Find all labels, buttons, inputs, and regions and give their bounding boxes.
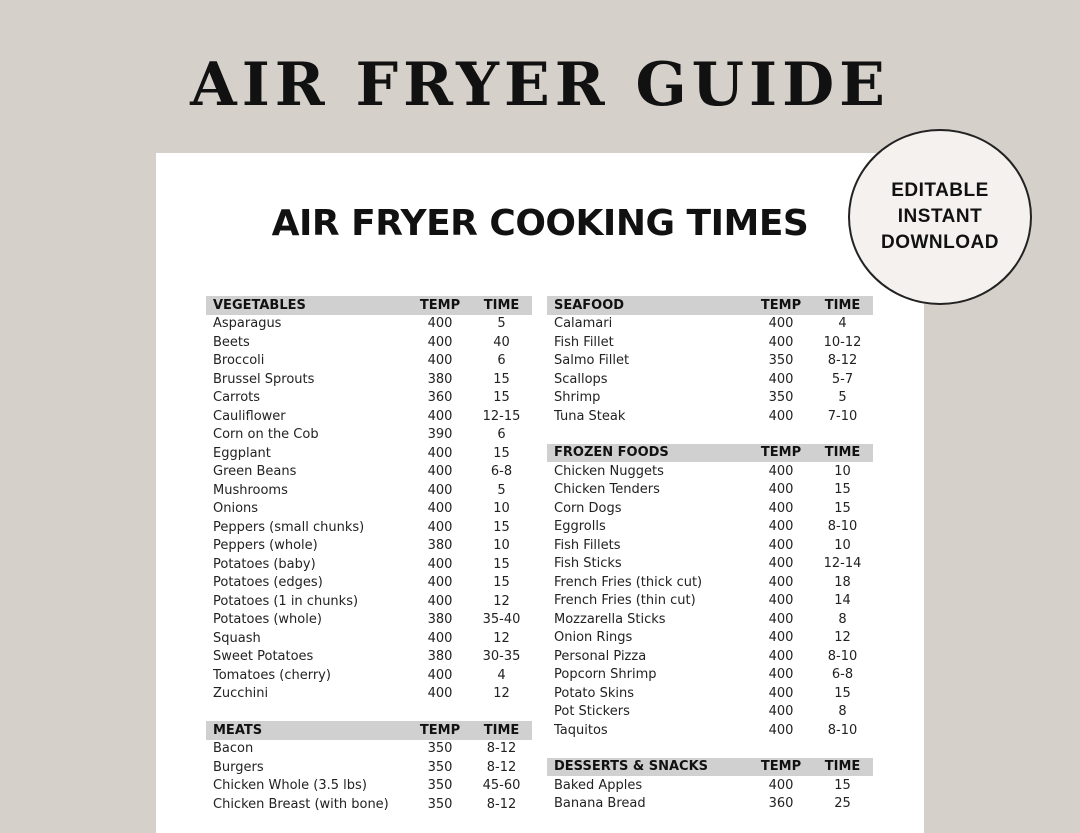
cell-temp: 400: [768, 722, 794, 738]
cell-time: 10: [493, 538, 510, 554]
cell-item: Calamari: [554, 316, 613, 332]
cell-temp: 400: [768, 611, 794, 627]
cell-temp: 400: [768, 334, 794, 350]
table-header-row: [547, 758, 873, 777]
cell-temp: TEMP: [760, 445, 802, 461]
cell-item: SEAFOOD: [554, 297, 625, 313]
cell-temp: 400: [427, 556, 453, 572]
cell-time: 15: [834, 500, 851, 516]
cell-time: 15: [493, 371, 510, 387]
cell-temp: 400: [427, 408, 453, 424]
cell-time: 12: [493, 630, 510, 646]
cell-time: 5: [497, 482, 506, 498]
banner-title: AIR FRYER GUIDE: [190, 50, 890, 120]
cell-item: Squash: [213, 630, 261, 646]
cell-item: Asparagus: [213, 316, 282, 332]
cell-temp: 400: [768, 500, 794, 516]
table-row: [547, 481, 873, 500]
cell-item: Sweet Potatoes: [213, 649, 314, 665]
cell-item: Burgers: [213, 759, 264, 775]
cell-time: 15: [493, 390, 510, 406]
cell-time: 45-60: [482, 778, 521, 794]
cell-time: 18: [834, 574, 851, 590]
cell-time: 10: [493, 501, 510, 517]
cell-temp: 380: [427, 538, 453, 554]
cell-time: 8: [838, 704, 847, 720]
table-row: [206, 629, 532, 648]
cell-temp: 400: [768, 685, 794, 701]
cell-item: Fish Fillets: [554, 537, 621, 553]
table-row: [206, 389, 532, 408]
cell-item: Shrimp: [554, 390, 601, 406]
cell-item: Peppers (whole): [213, 538, 318, 554]
cell-item: Corn Dogs: [554, 500, 622, 516]
cell-temp: 400: [427, 630, 453, 646]
table-row: [547, 499, 873, 518]
cell-item: Mushrooms: [213, 482, 288, 498]
cell-temp: 400: [768, 519, 794, 535]
cell-time: TIME: [483, 722, 520, 738]
cell-temp: 400: [427, 686, 453, 702]
cell-item: Green Beans: [213, 464, 297, 480]
table-row: [547, 333, 873, 352]
cell-time: 7-10: [827, 408, 858, 424]
table-section: [206, 296, 532, 703]
cell-item: Tomatoes (cherry): [213, 667, 331, 683]
cell-time: 8: [838, 611, 847, 627]
cell-item: Potatoes (baby): [213, 556, 316, 572]
table-row: [206, 463, 532, 482]
cell-item: Salmo Fillet: [554, 353, 630, 369]
table-row: [547, 407, 873, 426]
cell-time: 4: [838, 316, 847, 332]
cell-item: Chicken Nuggets: [554, 463, 664, 479]
table-row: [547, 684, 873, 703]
table-row: [206, 758, 532, 777]
cell-item: Bacon: [213, 741, 254, 757]
cell-time: 5: [838, 390, 847, 406]
sheet-title: AIR FRYER COOKING TIMES: [271, 203, 809, 244]
cell-item: Tuna Steak: [554, 408, 626, 424]
cell-temp: 400: [768, 316, 794, 332]
cell-item: Scallops: [554, 371, 608, 387]
table-row: [206, 611, 532, 630]
cell-time: TIME: [824, 759, 861, 775]
table-row: [206, 648, 532, 667]
cell-time: 30-35: [482, 649, 521, 665]
cell-time: 10-12: [823, 334, 862, 350]
cell-time: 40: [493, 334, 510, 350]
table-section: [547, 444, 873, 740]
cell-temp: 360: [427, 390, 453, 406]
table-row: [547, 592, 873, 611]
cooking-times-sheet: [156, 153, 924, 833]
cell-temp: 400: [768, 593, 794, 609]
table-row: [206, 444, 532, 463]
cell-time: 15: [493, 445, 510, 461]
table-section: [547, 758, 873, 814]
cell-time: 14: [834, 593, 851, 609]
table-row: [547, 536, 873, 555]
table-row: [547, 462, 873, 481]
table-row: [547, 370, 873, 389]
cell-time: 10: [834, 463, 851, 479]
cell-time: 35-40: [482, 612, 521, 628]
cell-item: Broccoli: [213, 353, 265, 369]
cell-time: 15: [834, 482, 851, 498]
cell-temp: 400: [768, 648, 794, 664]
table-row: [206, 777, 532, 796]
table-row: [547, 573, 873, 592]
cell-temp: 400: [427, 667, 453, 683]
table-row: [547, 315, 873, 334]
cell-time: TIME: [824, 297, 861, 313]
cell-item: Peppers (small chunks): [213, 519, 365, 535]
cell-item: Brussel Sprouts: [213, 371, 315, 387]
cell-temp: 400: [427, 501, 453, 517]
table-row: [547, 518, 873, 537]
cell-time: 25: [834, 796, 851, 812]
cell-temp: 350: [768, 353, 794, 369]
cell-temp: 400: [427, 575, 453, 591]
cell-temp: TEMP: [419, 297, 461, 313]
table-row: [547, 795, 873, 814]
table-header-row: [206, 721, 532, 740]
table-row: [547, 721, 873, 740]
table-column-right: [547, 296, 873, 831]
editable-download-badge: [848, 129, 1032, 305]
cell-time: 8-12: [486, 741, 517, 757]
cell-time: 8-10: [827, 519, 858, 535]
cell-time: TIME: [483, 297, 520, 313]
cell-temp: 400: [427, 445, 453, 461]
cell-item: Beets: [213, 334, 250, 350]
cell-item: Onion Rings: [554, 630, 633, 646]
cell-time: 15: [493, 519, 510, 535]
table-row: [206, 574, 532, 593]
table-row: [206, 740, 532, 759]
cell-time: 10: [834, 537, 851, 553]
cell-temp: 400: [427, 316, 453, 332]
cell-item: Chicken Whole (3.5 lbs): [213, 778, 367, 794]
cell-temp: 350: [427, 778, 453, 794]
cell-temp: 400: [768, 704, 794, 720]
table-row: [206, 537, 532, 556]
cell-time: 12: [493, 686, 510, 702]
cell-time: 5: [497, 316, 506, 332]
cell-temp: 360: [768, 796, 794, 812]
cell-time: 8-12: [486, 796, 517, 812]
cell-item: Eggrolls: [554, 519, 606, 535]
table-row: [206, 481, 532, 500]
cell-temp: 400: [768, 556, 794, 572]
table-row: [547, 776, 873, 795]
cell-time: 12-14: [823, 556, 862, 572]
cell-item: VEGETABLES: [213, 297, 306, 313]
cell-item: French Fries (thin cut): [554, 593, 696, 609]
table-row: [206, 352, 532, 371]
cell-item: Corn on the Cob: [213, 427, 319, 443]
cell-item: Baked Apples: [554, 777, 643, 793]
cell-time: 6: [497, 353, 506, 369]
cell-item: French Fries (thick cut): [554, 574, 703, 590]
cell-time: 8-10: [827, 722, 858, 738]
cell-temp: 400: [768, 482, 794, 498]
badge-line: INSTANT: [897, 206, 983, 227]
table-row: [547, 666, 873, 685]
table-row: [206, 500, 532, 519]
cell-temp: 350: [427, 796, 453, 812]
table-row: [547, 610, 873, 629]
cell-temp: 380: [427, 612, 453, 628]
cell-temp: 350: [427, 741, 453, 757]
cell-temp: 400: [768, 630, 794, 646]
table-row: [547, 389, 873, 408]
cell-time: 8-10: [827, 648, 858, 664]
cell-item: Taquitos: [554, 722, 608, 738]
cell-time: 15: [834, 777, 851, 793]
cell-temp: 400: [768, 574, 794, 590]
cell-time: 12: [834, 630, 851, 646]
badge-line: EDITABLE: [891, 180, 989, 201]
table-row: [206, 333, 532, 352]
cell-time: 6-8: [490, 464, 513, 480]
cell-temp: 400: [427, 353, 453, 369]
cell-item: Eggplant: [213, 445, 271, 461]
badge-line: DOWNLOAD: [881, 232, 999, 253]
cell-temp: 400: [768, 537, 794, 553]
cell-item: Chicken Tenders: [554, 482, 660, 498]
cell-temp: 350: [427, 759, 453, 775]
table-row: [206, 555, 532, 574]
cell-item: Potatoes (edges): [213, 575, 323, 591]
table-row: [547, 352, 873, 371]
cell-time: 12: [493, 593, 510, 609]
cell-temp: 380: [427, 371, 453, 387]
cell-item: MEATS: [213, 722, 263, 738]
cell-item: Potato Skins: [554, 685, 634, 701]
cell-item: Banana Bread: [554, 796, 646, 812]
table-header-row: [547, 444, 873, 463]
table-row: [206, 315, 532, 334]
cell-temp: 400: [768, 463, 794, 479]
table-header-row: [206, 296, 532, 315]
cell-item: Zucchini: [213, 686, 269, 702]
cell-temp: 400: [427, 519, 453, 535]
cell-temp: 390: [427, 427, 453, 443]
cell-temp: TEMP: [760, 759, 802, 775]
table-row: [206, 685, 532, 704]
cell-temp: 400: [768, 371, 794, 387]
cell-item: Personal Pizza: [554, 648, 647, 664]
cell-item: Pot Stickers: [554, 704, 630, 720]
cell-temp: 400: [768, 408, 794, 424]
table-row: [547, 555, 873, 574]
table-row: [206, 407, 532, 426]
table-row: [547, 703, 873, 722]
cell-time: 12-15: [482, 408, 521, 424]
cell-temp: 400: [427, 464, 453, 480]
table-row: [206, 518, 532, 537]
cell-item: Mozzarella Sticks: [554, 611, 666, 627]
cell-item: Carrots: [213, 390, 261, 406]
cell-time: 15: [493, 575, 510, 591]
cell-time: TIME: [824, 445, 861, 461]
cell-temp: TEMP: [419, 722, 461, 738]
cell-temp: 400: [427, 593, 453, 609]
cell-temp: TEMP: [760, 297, 802, 313]
table-row: [206, 370, 532, 389]
cell-temp: 400: [768, 667, 794, 683]
cell-time: 6-8: [831, 667, 854, 683]
cell-time: 5-7: [831, 371, 854, 387]
table-row: [547, 629, 873, 648]
table-column-left: [206, 296, 532, 832]
table-row: [206, 795, 532, 814]
cell-temp: 350: [768, 390, 794, 406]
table-section: [547, 296, 873, 426]
cell-temp: 400: [427, 334, 453, 350]
table-header-row: [547, 296, 873, 315]
cell-time: 6: [497, 427, 506, 443]
cell-time: 15: [834, 685, 851, 701]
cell-item: Fish Sticks: [554, 556, 622, 572]
cell-item: DESSERTS & SNACKS: [554, 759, 709, 775]
cell-item: FROZEN FOODS: [554, 445, 669, 461]
cell-item: Onions: [213, 501, 259, 517]
cell-item: Chicken Breast (with bone): [213, 796, 389, 812]
cell-item: Fish Fillet: [554, 334, 614, 350]
cell-time: 8-12: [827, 353, 858, 369]
cell-time: 4: [497, 667, 506, 683]
table-row: [206, 426, 532, 445]
cell-item: Cauliflower: [213, 408, 286, 424]
cell-temp: 400: [768, 777, 794, 793]
cell-temp: 380: [427, 649, 453, 665]
table-row: [547, 647, 873, 666]
cell-item: Popcorn Shrimp: [554, 667, 657, 683]
table-row: [206, 592, 532, 611]
cell-item: Potatoes (whole): [213, 612, 322, 628]
table-section: [206, 721, 532, 814]
cell-item: Potatoes (1 in chunks): [213, 593, 359, 609]
cell-time: 8-12: [486, 759, 517, 775]
cell-temp: 400: [427, 482, 453, 498]
cell-time: 15: [493, 556, 510, 572]
table-row: [206, 666, 532, 685]
